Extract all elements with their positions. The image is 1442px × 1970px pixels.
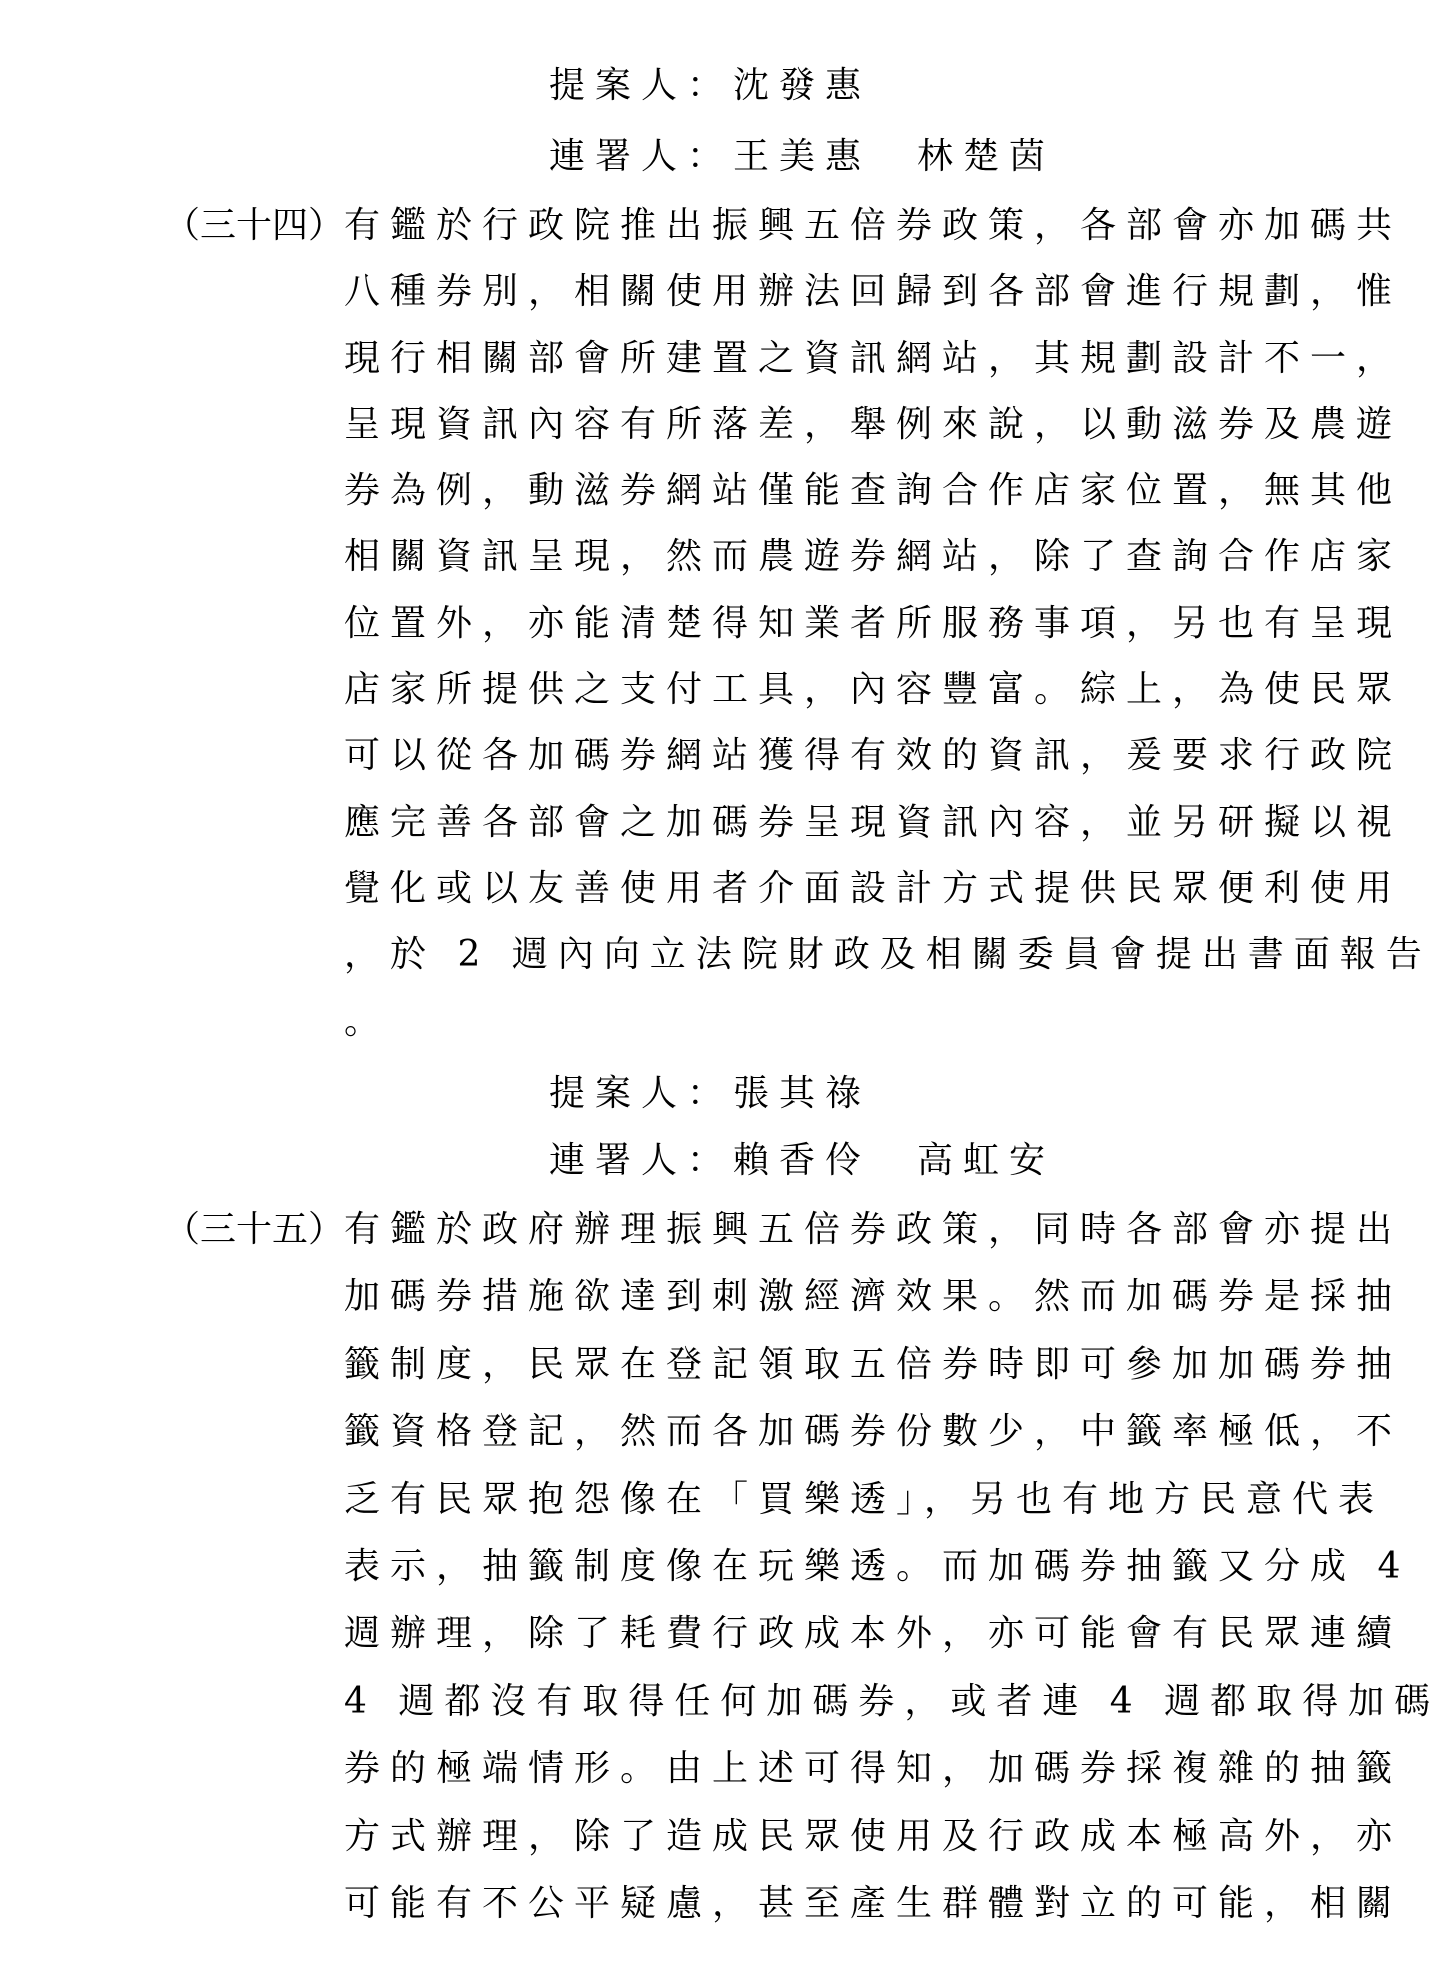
item-body: [344, 1196, 1441, 1937]
item-number: （三十五）: [163, 1209, 344, 1250]
body-line: 乏有民眾抱怨像在「買樂透」，另也有地方民意代表: [344, 1478, 1385, 1520]
body-line: 籤制度，民眾在登記領取五倍券時即可參加加碼券抽: [344, 1343, 1403, 1385]
body-line: 可以從各加碼券網站獲得有效的資訊，爰要求行政院: [344, 735, 1403, 777]
proposer-line: 提案人：張其祿: [549, 1073, 872, 1114]
body-line: 加碼券措施欲達到刺激經濟效果。然而加碼券是採抽: [344, 1276, 1403, 1318]
body-line: 店家所提供之支付工具，內容豐富。綜上，為使民眾: [344, 669, 1403, 711]
body-line: 覺化或以友善使用者介面設計方式提供民眾便利使用: [344, 867, 1403, 909]
body-line: 呈現資訊內容有所落差，舉例來說，以動滋券及農遊: [344, 403, 1403, 445]
body-line: 現行相關部會所建置之資訊網站，其規劃設計不一，: [344, 337, 1403, 379]
body-line: 有鑑於行政院推出振興五倍券政策，各部會亦加碼共: [344, 205, 1403, 246]
body-line: 有鑑於政府辦理振興五倍券政策，同時各部會亦提出: [344, 1209, 1403, 1250]
body-line: 週辦理，除了耗費行政成本外，亦可能會有民眾連續: [344, 1613, 1403, 1655]
body-line: 籤資格登記，然而各加碼券份數少，中籤率極低，不: [344, 1411, 1403, 1453]
body-line: 4 週都沒有取得任何加碼券，或者連 4 週都取得加碼: [344, 1680, 1441, 1722]
proposer-line: 提案人：沈發惠: [549, 65, 872, 106]
item-number: （三十四）: [163, 205, 344, 246]
cosigner-line: 連署人：賴香伶 高虹安: [549, 1140, 1056, 1181]
body-line: 。: [344, 1000, 391, 1042]
body-line: 券為例，動滋券網站僅能查詢合作店家位置，無其他: [344, 470, 1403, 512]
body-line: ，於 2 週內向立法院財政及相關委員會提出書面報告: [344, 934, 1432, 976]
body-line: 應完善各部會之加碼券呈現資訊內容，並另研擬以視: [344, 801, 1403, 843]
body-line: 位置外，亦能清楚得知業者所服務事項，另也有呈現: [344, 602, 1403, 644]
body-line: 相關資訊呈現，然而農遊券網站，除了查詢合作店家: [344, 536, 1403, 578]
body-line: 方式辦理，除了造成民眾使用及行政成本極高外，亦: [344, 1815, 1403, 1857]
body-line: 八種券別，相關使用辦法回歸到各部會進行規劃，惟: [344, 271, 1403, 313]
cosigner-line: 連署人：王美惠 林楚茵: [549, 136, 1056, 177]
body-line: 可能有不公平疑慮，甚至產生群體對立的可能，相關: [344, 1883, 1403, 1925]
body-line: 券的極端情形。由上述可得知，加碼券採複雜的抽籤: [344, 1748, 1403, 1790]
body-line: 表示，抽籤制度像在玩樂透。而加碼券抽籤又分成 4: [344, 1546, 1411, 1588]
item-body: [344, 193, 1432, 1055]
